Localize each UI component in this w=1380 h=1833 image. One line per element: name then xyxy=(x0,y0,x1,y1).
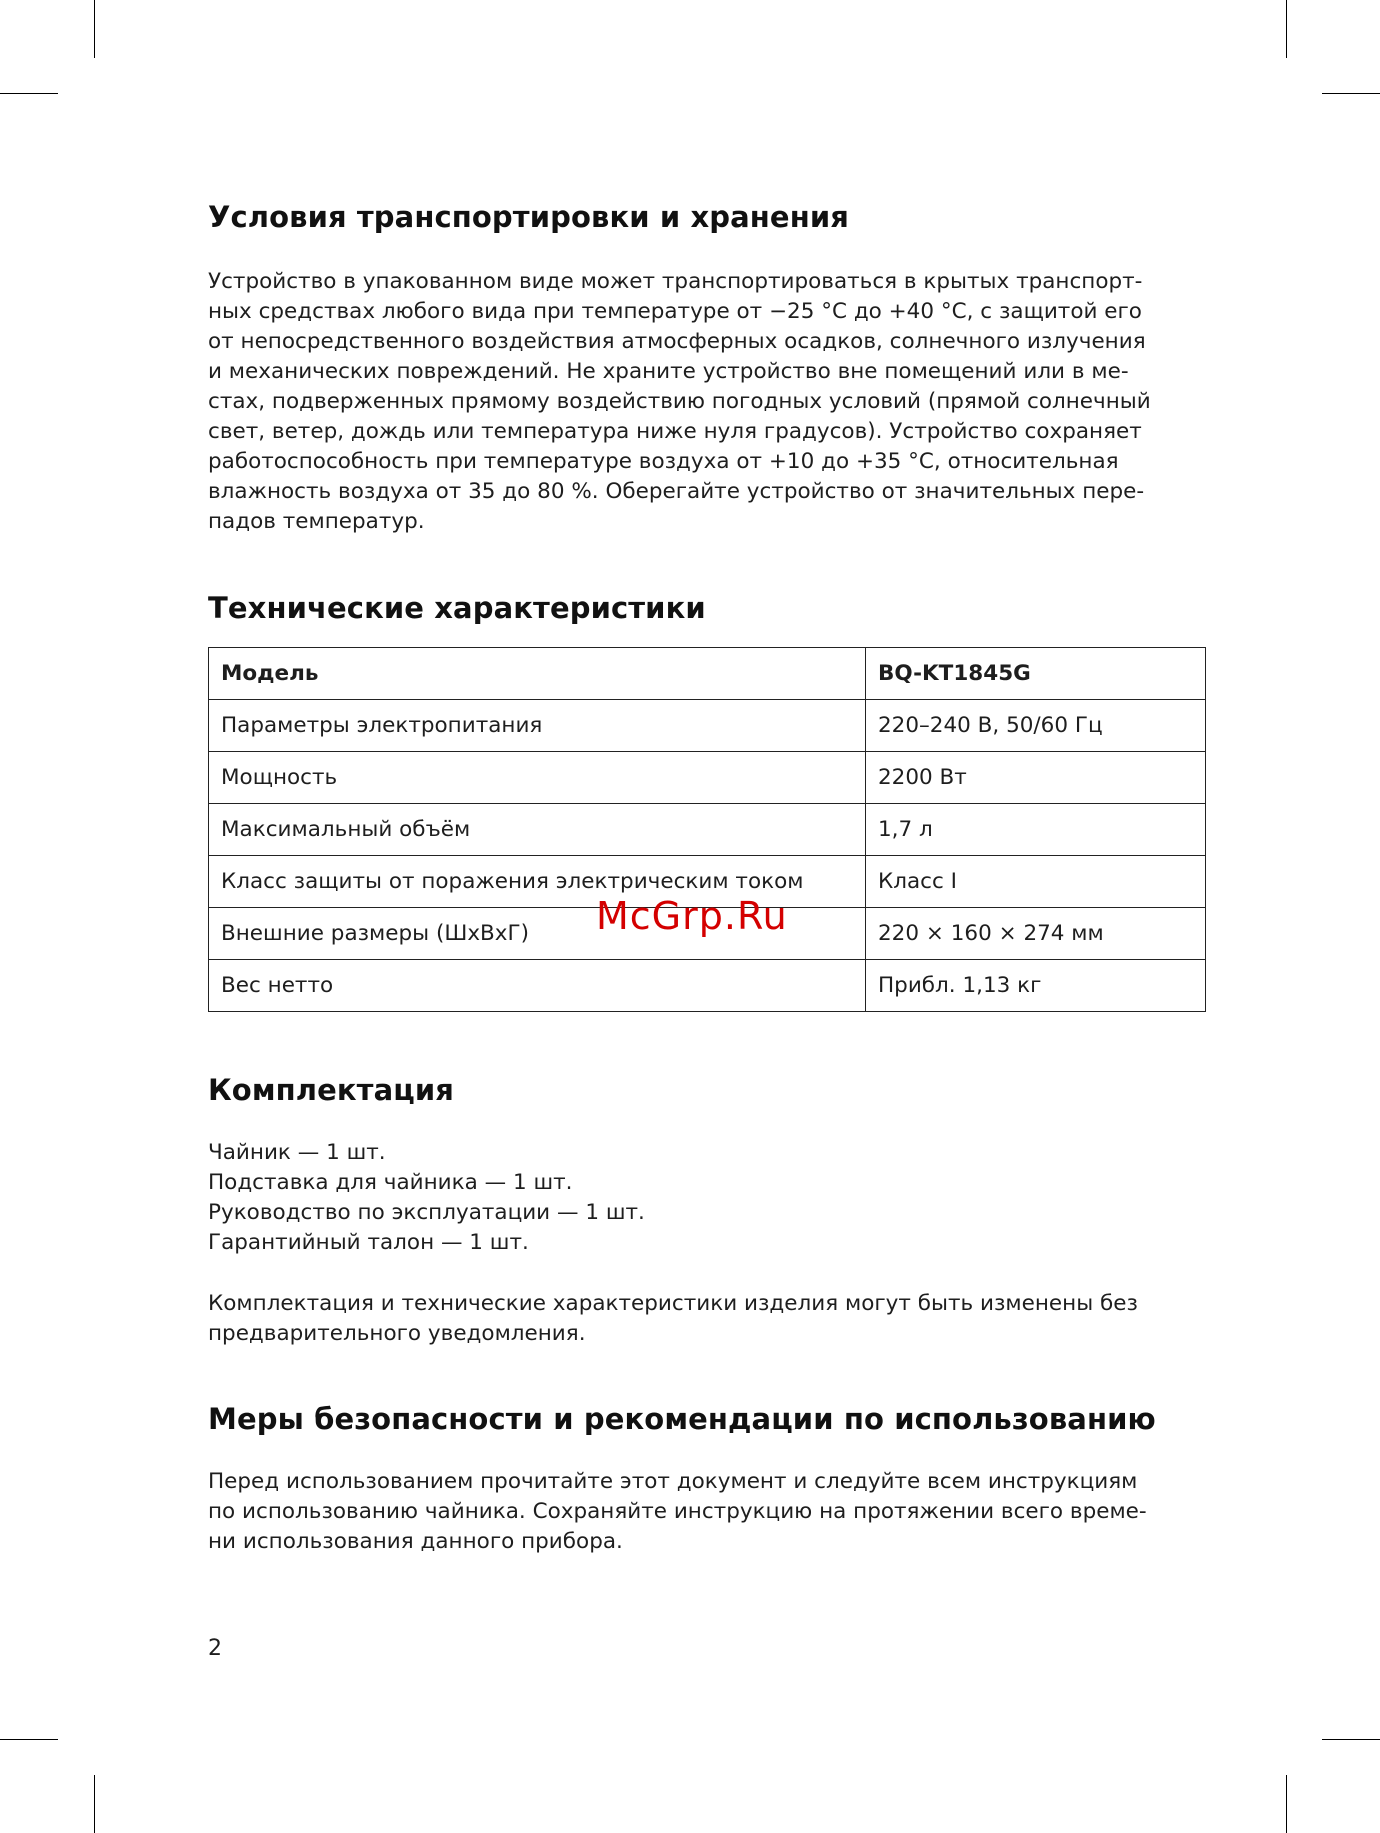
text-line: стах, подверженных прямому воздействию погодных условий (прямой солнечный xyxy=(208,389,1151,414)
spec-value: 220–240 В, 50/60 Гц xyxy=(866,700,1206,752)
page-number: 2 xyxy=(208,1636,222,1661)
crop-mark xyxy=(1322,93,1380,94)
text-line: и механических повреждений. Не храните устройство вне помещений или в ме- xyxy=(208,359,1129,384)
text-line: ни использования данного прибора. xyxy=(208,1529,623,1554)
package-list xyxy=(208,1138,1208,1258)
list-item: Руководство по эксплуатации — 1 шт. xyxy=(208,1200,645,1225)
spec-label: Класс защиты от поражения электрическим током xyxy=(209,856,866,908)
text-line: от непосредственного воздействия атмосферных осадков, солнечного излучения xyxy=(208,329,1146,354)
crop-mark xyxy=(94,1775,95,1833)
text-line: свет, ветер, дождь или температура ниже нуля градусов). Устройство сохраняет xyxy=(208,419,1142,444)
table-row xyxy=(209,752,1206,804)
table-row xyxy=(209,700,1206,752)
text-line: Комплектация и технические характеристики изделия могут быть изменены без xyxy=(208,1291,1138,1316)
specs-heading: Технические характеристики xyxy=(208,591,706,625)
crop-mark xyxy=(1286,1775,1287,1833)
package-heading: Комплектация xyxy=(208,1073,454,1107)
spec-label: Модель xyxy=(209,648,866,700)
text-line: работоспособность при температуре воздуха от +10 до +35 °С, относительная xyxy=(208,449,1119,474)
spec-value: 1,7 л xyxy=(866,804,1206,856)
spec-value: 2200 Вт xyxy=(866,752,1206,804)
safety-heading: Меры безопасности и рекомендации по использованию xyxy=(208,1402,1156,1436)
spec-label: Внешние размеры (ШхВхГ) xyxy=(209,908,866,960)
safety-paragraph xyxy=(208,1467,1208,1557)
text-line: влажность воздуха от 35 до 80 %. Оберегайте устройство от значительных пере- xyxy=(208,479,1145,504)
crop-mark xyxy=(1286,0,1287,58)
text-line: Устройство в упакованном виде может транспортироваться в крытых транспорт- xyxy=(208,269,1143,294)
list-item: Гарантийный талон — 1 шт. xyxy=(208,1230,529,1255)
spec-value: Класс I xyxy=(866,856,1206,908)
spec-label: Максимальный объём xyxy=(209,804,866,856)
text-line: по использованию чайника. Сохраняйте инструкцию на протяжении всего време- xyxy=(208,1499,1147,1524)
crop-mark xyxy=(0,93,58,94)
table-row xyxy=(209,960,1206,1012)
package-note xyxy=(208,1289,1208,1349)
transport-paragraph xyxy=(208,267,1208,537)
crop-mark xyxy=(94,0,95,58)
spec-label: Мощность xyxy=(209,752,866,804)
spec-value: 220 × 160 × 274 мм xyxy=(866,908,1206,960)
text-line: падов температур. xyxy=(208,509,425,534)
specs-table xyxy=(208,647,1206,1012)
crop-mark xyxy=(1322,1739,1380,1740)
transport-heading: Условия транспортировки и хранения xyxy=(208,200,849,234)
watermark: McGrp.Ru xyxy=(596,894,788,938)
spec-value: Прибл. 1,13 кг xyxy=(866,960,1206,1012)
table-row xyxy=(209,648,1206,700)
list-item: Чайник — 1 шт. xyxy=(208,1140,386,1165)
table-row xyxy=(209,804,1206,856)
list-item: Подставка для чайника — 1 шт. xyxy=(208,1170,573,1195)
text-line: предварительного уведомления. xyxy=(208,1321,586,1346)
text-line: Перед использованием прочитайте этот документ и следуйте всем инструкциям xyxy=(208,1469,1138,1494)
text-line: ных средствах любого вида при температуре от −25 °С до +40 °С, с защитой его xyxy=(208,299,1142,324)
crop-mark xyxy=(0,1739,58,1740)
spec-label: Параметры электропитания xyxy=(209,700,866,752)
spec-label: Вес нетто xyxy=(209,960,866,1012)
spec-value: BQ-KT1845G xyxy=(866,648,1206,700)
